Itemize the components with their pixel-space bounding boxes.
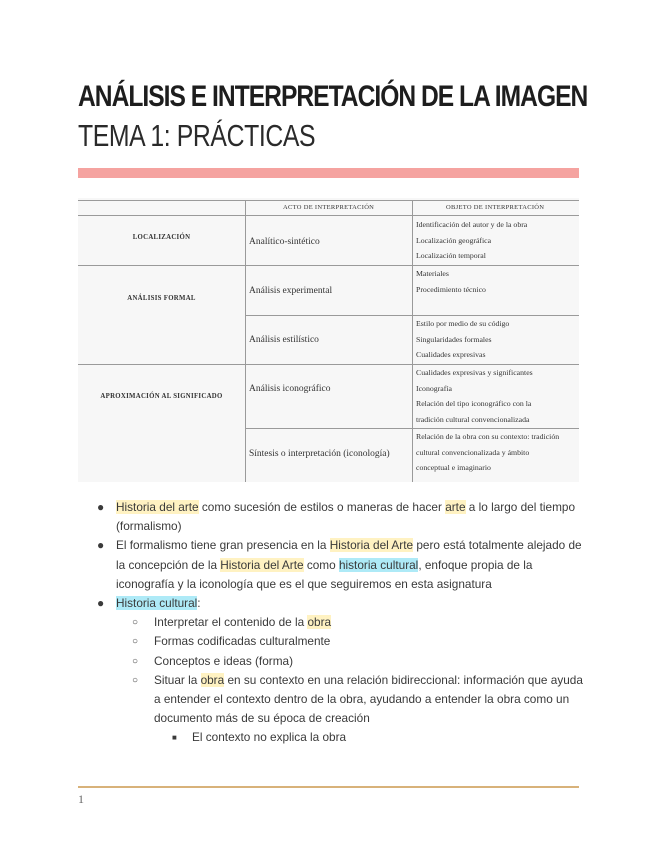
- bullet-item: [97, 498, 585, 536]
- object-item: Singularidades formales: [416, 334, 492, 344]
- object-item: Localización temporal: [416, 251, 486, 260]
- table-header-divider: [78, 215, 579, 216]
- objects-estilistico: [416, 316, 509, 363]
- bullet-text: Formas codificadas culturalmente: [154, 634, 331, 649]
- act-sintesis-iconologia: Síntesis o interpretación (iconología): [249, 449, 390, 459]
- bullet-dot-icon: ●: [97, 500, 105, 514]
- row-label-analisis-formal: ANÁLISIS FORMAL: [127, 295, 196, 302]
- act-analisis-iconografico: Análisis iconográfico: [249, 384, 331, 394]
- circle-bullet-icon: ○: [132, 674, 139, 686]
- highlighted-term: Historia cultural: [116, 596, 198, 611]
- column-header-acto: ACTO DE INTERPRETACIÓN: [283, 204, 375, 211]
- row-label-aproximacion-significado: APROXIMACIÓN AL SIGNIFICADO: [100, 393, 223, 400]
- footer-divider: [78, 786, 579, 788]
- bullet-text: :: [197, 596, 201, 611]
- circle-bullet-icon: ○: [132, 655, 139, 667]
- table-border-top: [78, 200, 579, 201]
- document-title: ANÁLISIS E INTERPRETACIÓN DE LA IMAGEN: [78, 80, 588, 113]
- bullet-item: [97, 594, 585, 613]
- object-item: Estilo por medio de su código: [416, 319, 510, 328]
- column-header-objeto: OBJETO DE INTERPRETACIÓN: [446, 204, 545, 211]
- bullet-dot-icon: ●: [97, 538, 105, 553]
- interpretation-table: [78, 198, 579, 482]
- act-analisis-estilistico: Análisis estilístico: [249, 335, 319, 345]
- highlighted-term: Historia del arte: [116, 500, 199, 514]
- highlighted-term: Historia del Arte: [329, 538, 414, 553]
- act-analisis-experimental: Análisis experimental: [249, 286, 333, 296]
- sub-bullet-item: [132, 613, 583, 632]
- highlighted-term: Historia del Arte: [220, 557, 304, 572]
- bullet-text: en su contexto en una relación bidireccional: información que ayuda a entender el contexto dentro de la obra, ayudando a entender la obra como un documento más de su época de creación: [154, 672, 583, 726]
- object-item: cultural convencionalizada y ámbito: [416, 447, 530, 457]
- bullet-text: a lo largo del tiempo (formalismo): [116, 500, 576, 534]
- objects-experimental: [416, 266, 486, 297]
- highlighted-term: historia cultural: [338, 557, 419, 572]
- object-item: Cualidades expresivas y significantes: [416, 368, 533, 377]
- object-item: Iconografía: [416, 383, 452, 393]
- bullet-text: , enfoque propia de la iconografía y la iconología que es el que seguiremos en esta asignatura: [116, 557, 533, 591]
- object-item: Procedimiento técnico: [416, 284, 486, 294]
- bullet-text: Conceptos e ideas (forma): [154, 653, 294, 668]
- object-item: Localización geográfica: [416, 235, 492, 245]
- object-item: Relación de la obra con su contexto: tradición: [416, 432, 560, 441]
- object-item: Relación del tipo iconográfico con la: [416, 399, 532, 408]
- object-item: tradición cultural convencionalizada: [416, 414, 530, 424]
- circle-bullet-icon: ○: [132, 636, 139, 648]
- sub-bullet-item: [132, 632, 583, 651]
- object-item: Identificación del autor y de la obra: [416, 220, 528, 229]
- highlighted-term: obra: [307, 615, 332, 630]
- highlighted-term: obra: [200, 672, 225, 687]
- circle-bullet-icon: ○: [132, 617, 139, 629]
- page-number: 1: [78, 792, 84, 806]
- table-row-divider: [78, 265, 579, 266]
- object-item: conceptual e imaginario: [416, 463, 491, 472]
- sub-bullet-item: [132, 652, 583, 671]
- object-item: Cualidades expresivas: [416, 350, 486, 359]
- objects-iconografico: [416, 365, 533, 427]
- bullet-item: [97, 536, 585, 594]
- sub-sub-bullet-item: [172, 728, 655, 747]
- object-item: Materiales: [416, 269, 449, 278]
- bullet-text: como: [303, 557, 339, 572]
- highlighted-term: arte: [445, 500, 466, 514]
- bullet-dot-icon: ●: [97, 596, 105, 611]
- bullet-text: El contexto no explica la obra: [192, 730, 347, 745]
- act-analitico-sintetico: Analítico-sintético: [249, 237, 320, 247]
- square-bullet-icon: ■: [172, 733, 177, 743]
- bullet-list: [0, 498, 655, 748]
- bullet-text: Situar la: [154, 672, 201, 687]
- bullet-text: como sucesión de estilos o maneras de hacer: [198, 500, 446, 514]
- sub-bullet-item: [132, 671, 583, 729]
- document-subtitle: TEMA 1: PRÁCTICAS: [78, 118, 316, 153]
- table-column-divider: [245, 200, 246, 482]
- objects-sintesis: [416, 429, 559, 476]
- bullet-text: Interpretar el contenido de la: [154, 615, 308, 630]
- bullet-text: pero está totalmente alejado de la concepción de la: [116, 538, 582, 572]
- bullet-text: El formalismo tiene gran presencia en la: [116, 538, 330, 553]
- title-accent-bar: [78, 168, 579, 178]
- row-label-localizacion: LOCALIZACIÓN: [132, 234, 191, 241]
- objects-localizacion: [416, 217, 527, 264]
- table-column-divider: [412, 200, 413, 482]
